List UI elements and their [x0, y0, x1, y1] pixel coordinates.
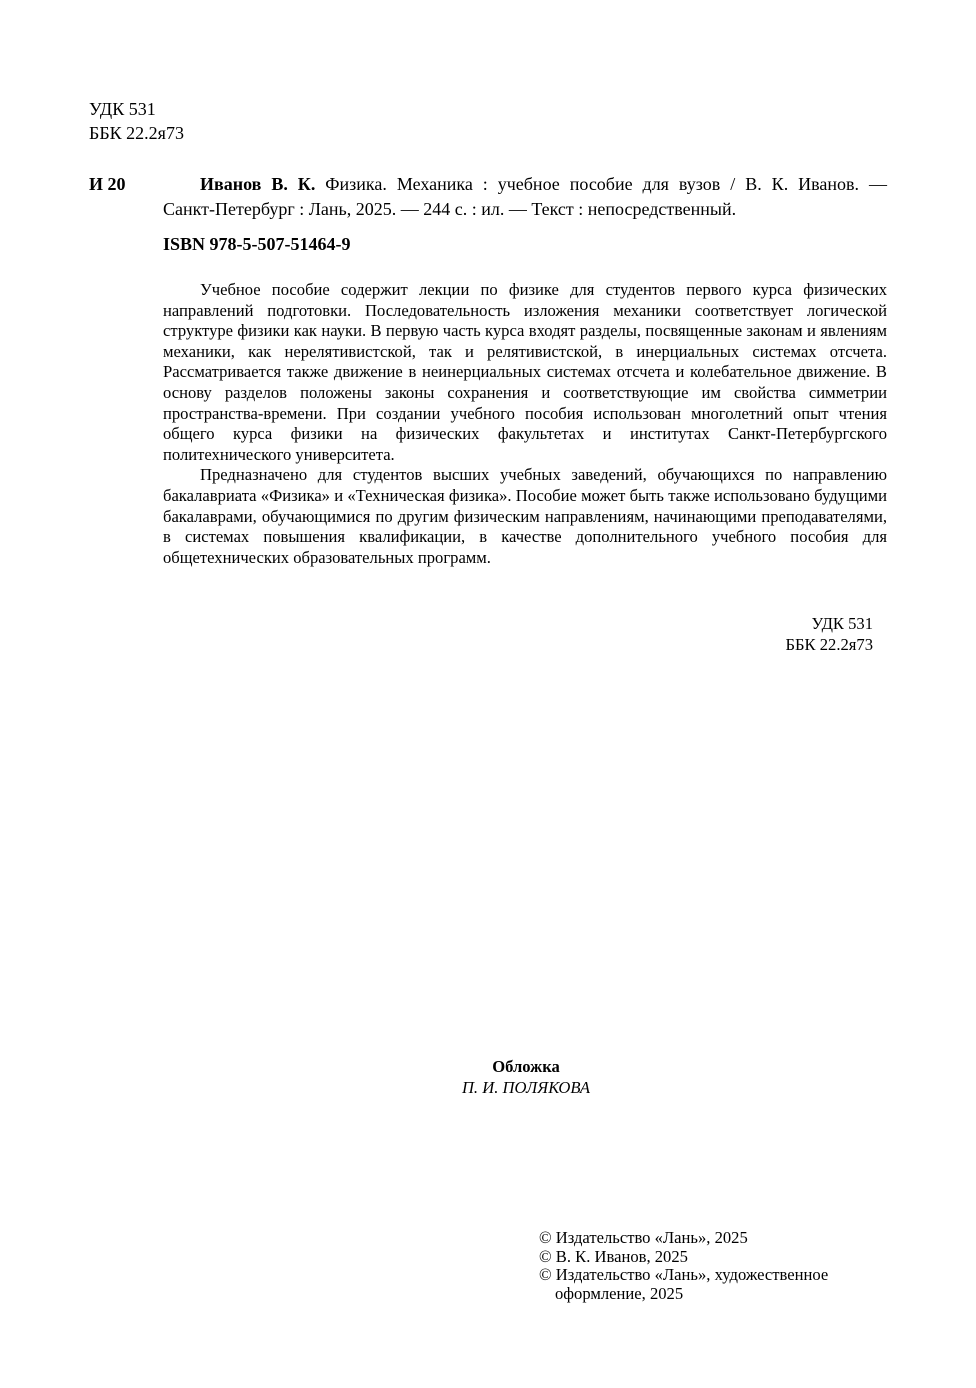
udk-code: УДК 531 [89, 99, 156, 119]
annotation-paragraph-2: Предназначено для студентов высших учебных заведений, обучающихся по направлению бакалавриата «Физика» и «Техническая физика». Пособие может быть также использовано будущими бакалаврами, обучающимися по другим физическим направлениям, начинающими преподавателями, в системах повышения квалификации, в качестве дополнительного учебного пособия для общетехнических образовательных программ. [163, 465, 887, 567]
copyright-line-1: © Издательство «Лань», 2025 [539, 1228, 748, 1247]
cover-credit [388, 1057, 664, 1098]
copyright-line-2: © В. К. Иванов, 2025 [539, 1246, 688, 1266]
isbn: ISBN 978-5-507-51464-9 [163, 234, 351, 254]
author-sign: И 20 [89, 174, 126, 194]
bbk-code-bottom: ББК 22.2я73 [785, 634, 873, 654]
bibliographic-record [163, 172, 887, 222]
annotation [163, 280, 887, 568]
bibliographic-line-1 [163, 172, 887, 197]
bibliographic-line-2: Санкт-Петербург : Лань, 2025. — 244 с. : ил. — Текст : непосредственный. [163, 199, 737, 219]
classification-block-bottom [740, 614, 873, 655]
cover-artist: П. И. ПОЛЯКОВА [461, 1077, 591, 1097]
author-name: Иванов В. К. [200, 174, 316, 194]
copyright-line-3: © Издательство «Лань», художественное [539, 1265, 829, 1285]
copyright-line-3-continued: оформление, 2025 [555, 1283, 684, 1303]
title-description: Физика. Механика : учебное пособие для вузов / В. К. Иванов. — [315, 174, 887, 194]
annotation-paragraph-1: Учебное пособие содержит лекции по физике для студентов первого курса физических направлений подготовки. Последовательность изложения механики соответствует логической структуре физики как науки. В первую часть курса входят разделы, посвященные законам и явлениям механики, как нерелятивистской, так и релятивистской, в инерциальных системах отсчета. Рассматривается также движение в неинерциальных системах отсчета и колебательное движение. В основу разделов положены законы сохранения и соответствующие им свойства симметрии пространства-времени. При создании учебного пособия использован многолетний опыт чтения общего курса физики на физических факультетах и институтах Санкт-Петербургского политехнического университета. [163, 280, 887, 464]
udk-code-bottom: УДК 531 [811, 614, 873, 633]
classification-block-top [89, 97, 184, 145]
cover-label: Обложка [492, 1057, 560, 1076]
copyright-block [539, 1229, 869, 1303]
bbk-code: ББК 22.2я73 [89, 123, 184, 143]
